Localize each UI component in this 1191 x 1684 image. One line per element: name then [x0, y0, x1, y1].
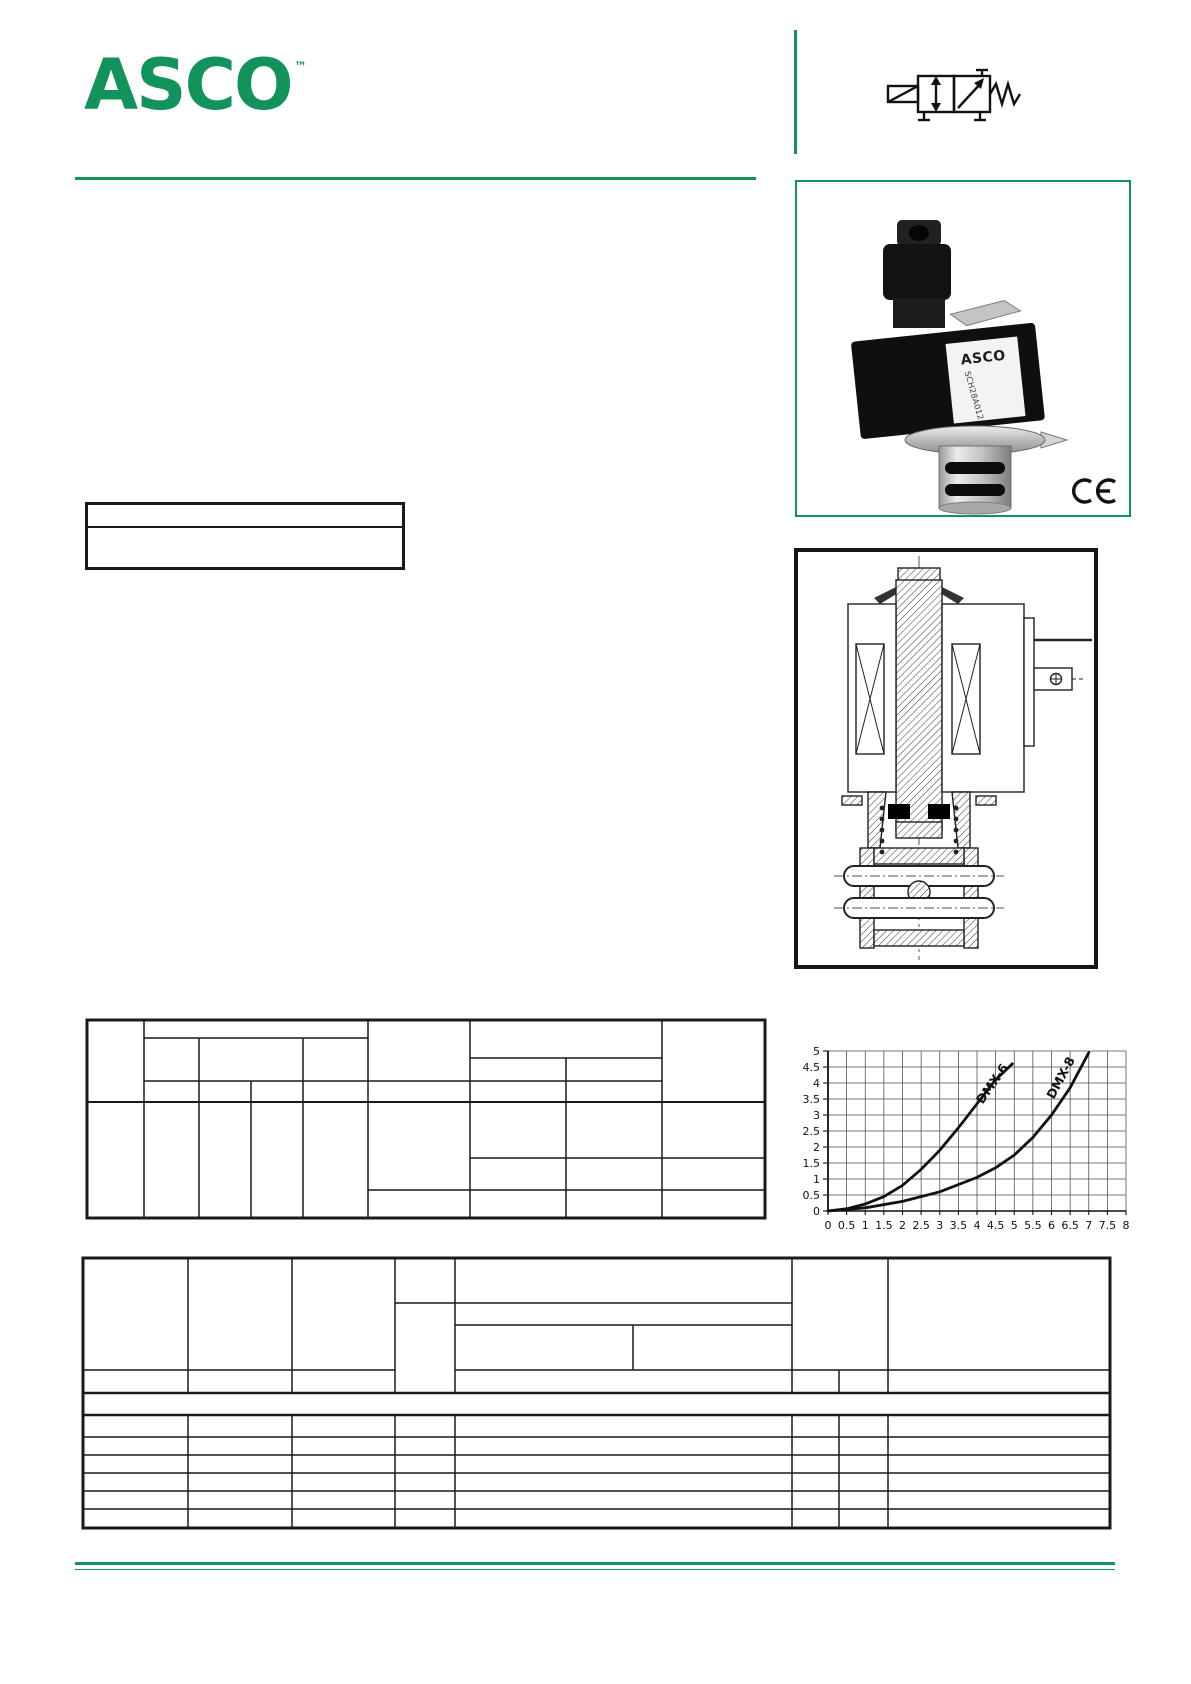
x-tick-label: 2.5: [912, 1219, 930, 1232]
solenoid-valve-photo: [797, 182, 1129, 515]
x-tick-label: 6: [1048, 1219, 1055, 1232]
ordering-table: [81, 1256, 1112, 1532]
x-tick-label: 8: [1122, 1219, 1130, 1232]
specifications-table: [84, 1017, 768, 1221]
curve-label-dmx-8: DMX-8: [1043, 1054, 1078, 1102]
seal-left: [888, 804, 910, 819]
seal-right: [928, 804, 950, 819]
x-tick-label: 0: [824, 1219, 832, 1232]
coil-brand-text: ASCO: [959, 347, 1007, 369]
x-tick-label: 2: [899, 1219, 906, 1232]
x-tick-label: 3.5: [949, 1219, 968, 1232]
trademark-symbol: ™: [294, 60, 307, 75]
header-rule: [75, 177, 756, 180]
arrow-up-head: [931, 76, 941, 85]
flow-curve-chart: [768, 1038, 1168, 1238]
x-tick-label: 3: [936, 1219, 944, 1232]
x-tick-label: 7.5: [1098, 1219, 1117, 1232]
y-tick-label: 2.5: [802, 1125, 820, 1138]
x-tick-label: 5.5: [1024, 1219, 1042, 1232]
connector-strip: [1024, 618, 1034, 746]
valve-body-metal: [905, 426, 1067, 514]
cross-section-box: [794, 548, 1098, 969]
curve-label-dmx-6: DMX-6: [972, 1060, 1012, 1107]
x-tick-label: 1: [861, 1219, 869, 1232]
coil-code-text: SCH28A012: [962, 370, 986, 422]
footer-rule-thick: [75, 1562, 1115, 1565]
x-tick-label: 7: [1085, 1219, 1093, 1232]
valve-schematic-icon: [876, 66, 1036, 130]
din-connector: [883, 220, 951, 328]
y-tick-label: 5: [813, 1045, 820, 1058]
x-tick-label: 5: [1010, 1219, 1018, 1232]
coil-body: [848, 298, 1045, 440]
y-tick-label: 0.5: [802, 1189, 820, 1202]
notes-table: [85, 502, 405, 570]
asco-logo: ASCO: [84, 44, 292, 126]
notes-table-divider: [88, 526, 402, 528]
y-tick-label: 3.5: [802, 1093, 820, 1106]
x-tick-label: 4: [973, 1219, 981, 1232]
y-tick-label: 0: [813, 1205, 820, 1218]
y-tick-label: 4.5: [802, 1061, 820, 1074]
x-tick-label: 6.5: [1061, 1219, 1079, 1232]
product-photo-box: [795, 180, 1131, 517]
y-tick-label: 3: [813, 1109, 820, 1122]
arrow-down-head: [931, 103, 941, 112]
x-tick-label: 4.5: [986, 1219, 1005, 1232]
cross-section-diagram: [798, 552, 1094, 965]
y-tick-label: 1: [813, 1173, 820, 1186]
x-tick-label: 0.5: [837, 1219, 856, 1232]
retaining-clip: [950, 299, 1022, 327]
plunger: [896, 580, 942, 830]
footer-rule-thin: [75, 1569, 1115, 1570]
header-vertical-divider: [794, 30, 797, 154]
y-tick-label: 1.5: [802, 1157, 820, 1170]
x-tick-label: 1.5: [875, 1219, 893, 1232]
y-tick-label: 2: [813, 1141, 820, 1154]
y-tick-label: 4: [813, 1077, 820, 1090]
ce-mark-icon: [1069, 475, 1121, 507]
